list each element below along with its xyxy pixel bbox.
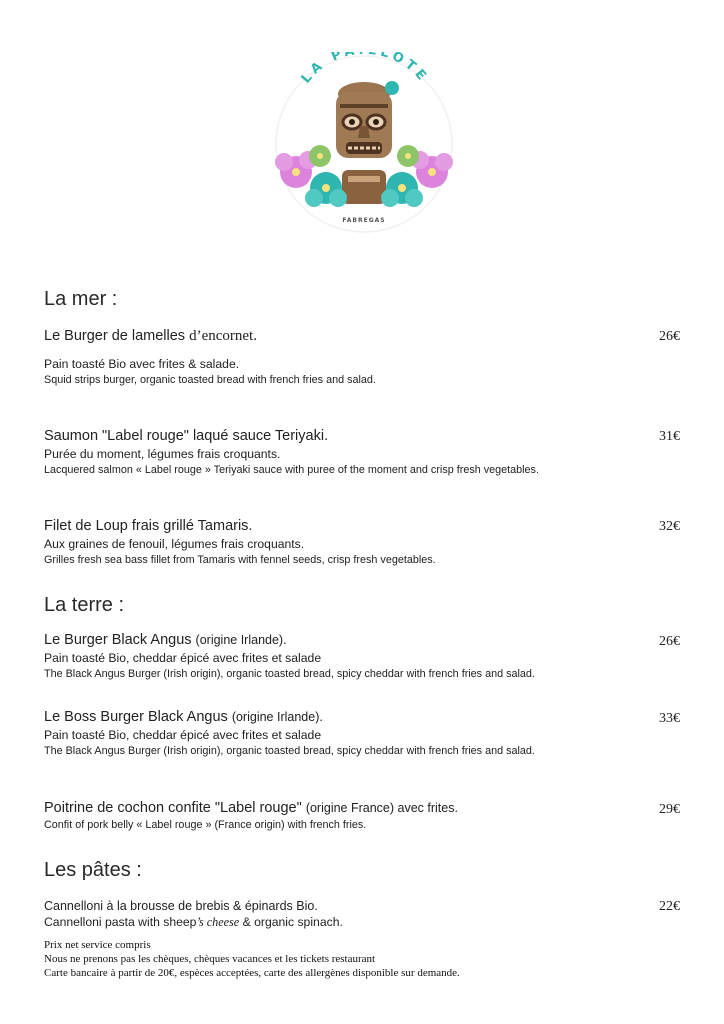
footer-note-allergens: Carte bancaire à partir de 20€, espèces acceptées, carte des allergènes disponible sur demande. [44,967,460,979]
dish-description-en: The Black Angus Burger (Irish origin), organic toasted bread, spicy cheddar with french fries and salad. [44,745,535,757]
dish-price: 31€ [659,429,680,444]
dish-description-en: Lacquered salmon « Label rouge » Teriyaki sauce with puree of the moment and crisp fresh vegetables. [44,464,539,476]
restaurant-logo [268,52,460,234]
section-title-mer: La mer : [44,288,118,310]
dish-description-fr: Pain toasté Bio, cheddar épicé avec frites et salade [44,651,322,665]
dish-price: 26€ [659,329,680,344]
dish-price: 29€ [659,802,680,817]
dish-description-en: Grilles fresh sea bass fillet from Tamaris with fennel seeds, crisp fresh vegetables. [44,554,436,566]
dish-description-en: The Black Angus Burger (Irish origin), organic toasted bread, spicy cheddar with french fries and salad. [44,668,535,680]
description-part: & organic spinach. [239,915,343,929]
dish-price: 22€ [659,899,680,914]
section-title-pates: Les pâtes : [44,859,142,881]
dish-name-part: Le Burger de lamelles [44,328,190,344]
footer-note-service: Prix net service compris [44,939,151,951]
dish-description-en [44,915,343,930]
description-part: ’s cheese [196,915,240,929]
dish-price: 32€ [659,519,680,534]
dish-description-fr: Purée du moment, légumes frais croquants. [44,447,281,461]
dish-name-black-angus [44,632,287,648]
dish-description-en: Squid strips burger, organic toasted bread with french fries and salad. [44,374,376,386]
section-title-terre: La terre : [44,594,125,616]
dish-name-part: Poitrine de cochon confite "Label rouge" [44,800,306,816]
svg-text:LA PAILLOTE [299,52,432,86]
dish-price: 26€ [659,634,680,649]
tiki-logo-icon [268,52,460,234]
dish-description-fr: Pain toasté Bio avec frites & salade. [44,357,240,371]
dish-name-part: d’encornet. [189,328,257,344]
dish-name-burger-encornet [44,328,257,345]
dish-origin: (origine Irlande). [195,633,287,647]
dish-name-part: Le Boss Burger Black Angus [44,709,232,725]
dish-name-loup: Filet de Loup frais grillé Tamaris. [44,518,253,534]
dish-description-en: Confit of pork belly « Label rouge » (France origin) with french fries. [44,819,367,831]
dish-name-part: Le Burger Black Angus [44,632,196,648]
dish-price: 33€ [659,711,680,726]
dish-description-fr: Pain toasté Bio, cheddar épicé avec frites et salade [44,728,322,742]
dish-description-fr: Aux graines de fenouil, légumes frais croquants. [44,537,305,551]
footer-note-payment: Nous ne prenons pas les chèques, chèques vacances et les tickets restaurant [44,953,376,965]
dish-name-boss-burger [44,709,323,725]
dish-origin: (origine Irlande). [231,710,323,724]
logo-small-text: FABREGAS [342,217,386,224]
description-part: Cannelloni pasta with sheep [44,915,197,929]
logo-brand-text: LA P LOTE [298,52,432,87]
dish-name-saumon: Saumon "Label rouge" laqué sauce Teriyaki. [44,428,329,444]
dish-name-cannelloni: Cannelloni à la brousse de brebis & épinards Bio. [44,899,318,913]
dish-origin: (origine France) avec frites. [305,801,458,815]
dish-name-cochon [44,800,458,816]
